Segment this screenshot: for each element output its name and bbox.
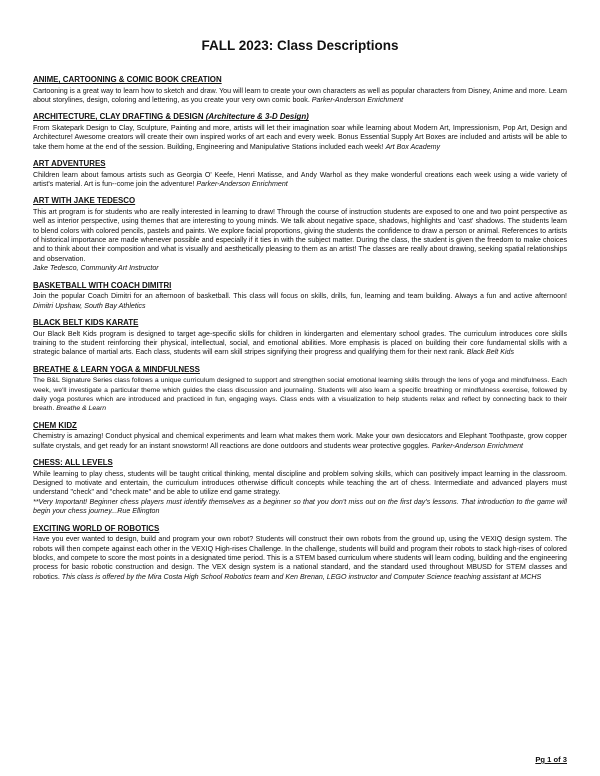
section-credit: This class is offered by the Mira Costa High School Robotics team and Ken Brenan, LEGO instructor and Computer Science teaching assistant at MCHS <box>61 572 542 581</box>
section-body: While learning to play chess, students will be taught critical thinking, mental discipline and problem solving skills, which can positively impact learning in the classroom. Designed to motivate and entertain, the curriculum introduces otherwise difficult concepts while teaching the art of chess. Intermediate and advanced players must understand "check" and "check mate" and be able to utilize end game strategy. <box>33 469 567 497</box>
section-heading: CHEM KIDZ <box>33 420 77 430</box>
section-chess <box>33 458 567 517</box>
section-credit: Jake Tedesco, Community Art Instructor <box>33 264 159 273</box>
section-heading: ART WITH JAKE TEDESCO <box>33 196 136 206</box>
section-body: This art program is for students who are really interested in learning to draw! Through the course of instruction students are exposed to one and two point perspective as well as interior perspective, using themes that are interesting to young minds. We talk about negative space, shadows, highlights and 'cast' shadows. The students learn to blend colors with colored pencils, pastels and paints. We explore facial proportions, giving the students the confidence to draw a person or animal. References to artists of historical importance are made whenever possible and especially if it ties in with the subject matter. During the class, the student is given the freedom to make choices and to think about their composition and what is visually and aesthetically pleasing to them as an artist! The classes are really about drawing, seeking spatial relationships and observation. <box>33 207 567 263</box>
section-heading: ART ADVENTURES <box>33 159 106 169</box>
page-title: FALL 2023: Class Descriptions <box>201 38 399 53</box>
section-body: Children learn about famous artists such as Georgia O' Keefe, Henri Matisse, and Andy Warhol as they make wonderful creations each week using a wide variety of artist's material. Art is fun--come join the adventure! Parker-Anderson Enrichment <box>33 170 567 188</box>
section-body: From Skatepark Design to Clay, Sculpture, Painting and more, artists will let their imagination soar while learning about Modern Art, Impressionism, Pop Art, Design and Architecture! Awesome creators will create their own inspired works of art each and every week. Bonus Essential Supply Art Boxes are included and artists will be able to take them home at the end of the session. Building, Engineering and Manipulative Stations included each week! Art Box Academy <box>33 123 567 151</box>
section-heading: ANIME, CARTOONING & COMIC BOOK CREATION <box>33 75 222 84</box>
section-heading: ARCHITECTURE, CLAY DRAFTING & DESIGN (Architecture & 3-D Design) <box>33 112 309 122</box>
section-body: Have you ever wanted to design, build and program your own robot? Students will construct their own robots from the ground up, using the VEXIQ design system. The robots will then compete against each other in the VEXIQ High-rises Challenge. In the challenge, students will build and program their robots to stack high-rises of colored blocks, and compete to score the most points in a designated time period. This is a STEM based curriculum where students will learn coding, building and the engineering process for basic robotic construction and design. The VEX design system is a national standard, and the standard used throughout MBUSD for STEM classes and robotics. This class is offered by the Mira Costa High School Robotics team and Ken Brenan, LEGO instructor and Computer Science teaching assistant at MCHS <box>33 535 567 581</box>
section-credit: Art Box Academy <box>385 142 441 151</box>
section-heading: BLACK BELT KIDS KARATE <box>33 318 139 327</box>
section-basketball <box>33 281 567 311</box>
section-heading: BREATHE & LEARN YOGA & MINDFULNESS <box>33 364 200 374</box>
section-body: Our Black Belt Kids program is designed to target age-specific skills for children in kindergarten and elementary school grades. The curriculum introduces core skills training to the student reinforcing their physical, intellectual, social, and emotional abilities. More emphasis is placed on building their core fundamental skills with a strategic balance of martial arts. Each class, students will earn skill stripes signifying their progress and qualifying them for their next rank. Black Belt Kids <box>33 329 567 357</box>
section-credit: Black Belt Kids <box>466 348 515 357</box>
section-art-jake-tedesco <box>33 196 567 273</box>
section-credit: Parker-Anderson Enrichment <box>311 95 404 104</box>
page-number: Pg 1 of 3 <box>535 755 567 764</box>
section-architecture <box>33 112 567 152</box>
section-heading: EXCITING WORLD OF ROBOTICS <box>33 523 160 533</box>
section-art-adventures <box>33 159 567 189</box>
document-page <box>33 0 567 589</box>
section-body: Cartooning is a great way to learn how to sketch and draw. You will learn to create your own characters as well as popular characters from Disney, Anime and more. Learn about storylines, design, coloring and lettering, as you create your very own comic book. Parker-Anderson Enrichment <box>33 86 567 104</box>
section-anime <box>33 75 567 105</box>
section-robotics <box>33 524 567 583</box>
section-credit: Parker-Anderson Enrichment <box>431 441 524 450</box>
section-credit: Parker-Anderson Enrichment <box>196 179 288 188</box>
section-body: Chemistry is amazing! Conduct physical and chemical experiments and learn what makes them work. Make your own desiccators and Elephant Toothpaste, grow copper sulfate crystals, and get ready for an instant snowstorm! All reactions are done outdoors and students wear protective goggles. Parker-Anderson Enrichment <box>33 432 567 450</box>
section-note: **Very Important! Beginner chess players must identify themselves as a beginner so that you don't miss out on the first day's lessons. That introduction to the game will begin your chess journey...Rue Ellington <box>33 497 567 516</box>
section-karate <box>33 318 567 358</box>
section-heading: CHESS: ALL LEVELS <box>33 458 113 468</box>
section-chem-kidz <box>33 421 567 451</box>
section-body: The B&L Signature Series class follows a unique curriculum designed to support and strengthen social emotional learning skills through the lens of yoga and mindfulness. Each week, we'll investigate a particular theme which guides the class discussion and journaling. Students will also learn a specific breathing or mindfulness exercise, followed by daily yoga postures which are introduced and practiced in fun, engaging ways. Class ends with a visualization to help students relax and reflect by connecting back to their breath. Breathe & Learn <box>33 377 567 413</box>
section-credit: Dimitri Upshaw, South Bay Athletics <box>33 301 146 310</box>
section-body: Join the popular Coach Dimitri for an afternoon of basketball. This class will focus on skills, drills, fun, learning and team building. Always a fun and active afternoon! Dimitri Upshaw, South Bay Athletics <box>33 292 567 310</box>
section-yoga <box>33 365 567 414</box>
section-credit: Breathe & Learn <box>56 405 107 413</box>
section-heading-sub: (Architecture & 3-D Design) <box>205 112 309 122</box>
section-heading: BASKETBALL WITH COACH DIMITRI <box>33 280 172 290</box>
